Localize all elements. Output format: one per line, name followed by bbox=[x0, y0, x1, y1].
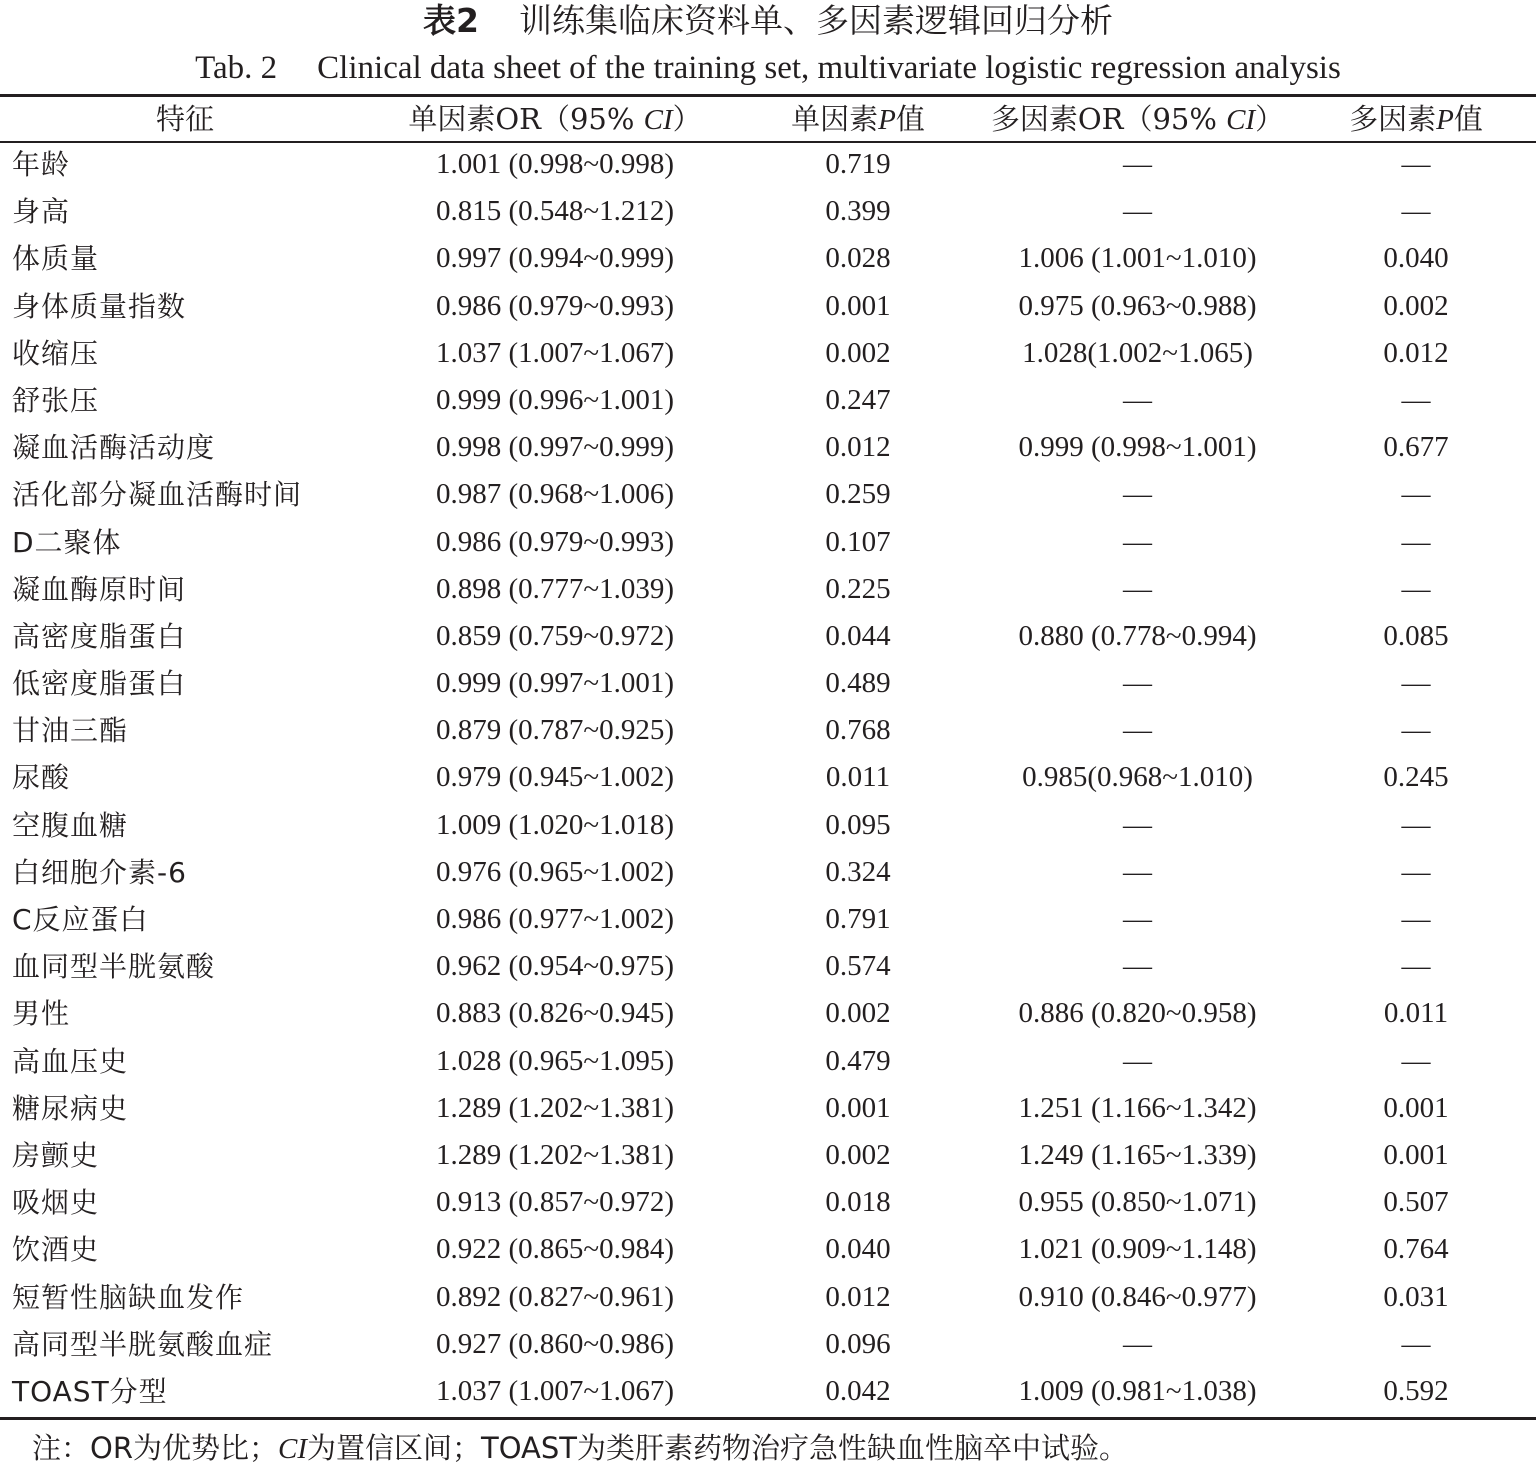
feature-cell: 高密度脂蛋白 bbox=[12, 619, 187, 653]
univariate-or-cell: 0.987 (0.968~1.006) bbox=[435, 478, 674, 511]
table-row bbox=[0, 1321, 1536, 1368]
table-row bbox=[0, 707, 1536, 754]
univariate-or-cell: 0.892 (0.827~0.961) bbox=[435, 1280, 674, 1313]
feature-cell: 身体质量指数 bbox=[12, 289, 187, 323]
multivariate-or-cell: 1.028(1.002~1.065) bbox=[1022, 336, 1253, 369]
table-row bbox=[0, 802, 1536, 849]
multivariate-p-cell: — bbox=[1401, 1327, 1431, 1360]
multivariate-or-cell: — bbox=[1123, 667, 1152, 700]
feature-cell: D二聚体 bbox=[12, 525, 122, 559]
univariate-p-cell: 0.107 bbox=[825, 525, 891, 558]
univariate-or-cell: 0.859 (0.759~0.972) bbox=[435, 619, 674, 652]
univariate-p-cell: 0.247 bbox=[825, 383, 891, 416]
univariate-p-cell: 0.225 bbox=[825, 572, 891, 605]
multivariate-p-cell: — bbox=[1401, 478, 1431, 511]
header-univariate-or: 单因素OR（95% CI） bbox=[408, 102, 702, 136]
univariate-or-cell: 1.289 (1.202~1.381) bbox=[435, 1138, 674, 1171]
table-row bbox=[0, 1274, 1536, 1321]
univariate-p-cell: 0.018 bbox=[825, 1186, 891, 1219]
feature-cell: 收缩压 bbox=[12, 336, 100, 370]
univariate-p-cell: 0.001 bbox=[825, 1091, 891, 1124]
multivariate-or-cell: 0.955 (0.850~1.071) bbox=[1018, 1186, 1257, 1219]
feature-cell: 高血压史 bbox=[12, 1044, 129, 1078]
multivariate-p-cell: — bbox=[1401, 950, 1431, 983]
univariate-or-cell: 0.986 (0.979~0.993) bbox=[435, 525, 674, 558]
multivariate-or-cell: 1.251 (1.166~1.342) bbox=[1018, 1091, 1257, 1124]
feature-cell: 甘油三酯 bbox=[12, 714, 129, 748]
univariate-p-cell: 0.095 bbox=[825, 808, 891, 841]
table-row bbox=[0, 660, 1536, 707]
table-row bbox=[0, 754, 1536, 801]
feature-cell: 尿酸 bbox=[12, 761, 71, 795]
univariate-p-cell: 0.012 bbox=[825, 1280, 891, 1313]
multivariate-or-cell: 1.249 (1.165~1.339) bbox=[1018, 1138, 1257, 1171]
table-number-en: Tab. 2 bbox=[195, 50, 278, 86]
univariate-or-cell: 0.879 (0.787~0.925) bbox=[435, 714, 674, 747]
univariate-or-cell: 0.986 (0.977~1.002) bbox=[435, 903, 674, 935]
multivariate-or-cell: — bbox=[1123, 195, 1152, 228]
multivariate-p-cell: 0.001 bbox=[1383, 1138, 1449, 1171]
univariate-or-cell: 0.927 (0.860~0.986) bbox=[435, 1327, 674, 1360]
multivariate-p-cell: 0.507 bbox=[1383, 1186, 1449, 1219]
multivariate-p-cell: — bbox=[1401, 808, 1431, 841]
univariate-p-cell: 0.028 bbox=[825, 242, 891, 275]
univariate-or-cell: 0.998 (0.997~0.999) bbox=[435, 431, 674, 464]
univariate-or-cell: 1.028 (0.965~1.095) bbox=[435, 1044, 674, 1077]
multivariate-or-cell: 0.910 (0.846~0.977) bbox=[1018, 1280, 1257, 1313]
univariate-p-cell: 0.791 bbox=[825, 903, 891, 935]
multivariate-p-cell: — bbox=[1401, 667, 1431, 700]
table-row bbox=[0, 188, 1536, 235]
univariate-or-cell: 0.913 (0.857~0.972) bbox=[435, 1186, 674, 1219]
multivariate-p-cell: — bbox=[1401, 714, 1431, 747]
table-caption-en: Clinical data sheet of the training set, multivariate logistic regression analysis bbox=[317, 50, 1341, 86]
univariate-p-cell: 0.324 bbox=[825, 855, 891, 888]
header-multivariate-or: 多因素OR（95% CI） bbox=[990, 102, 1285, 136]
header-univariate-p: 单因素P值 bbox=[791, 102, 925, 136]
table-row bbox=[0, 1132, 1536, 1179]
univariate-p-cell: 0.719 bbox=[825, 148, 891, 180]
feature-cell: 体质量 bbox=[12, 242, 100, 276]
multivariate-p-cell: — bbox=[1401, 383, 1431, 416]
multivariate-p-cell: — bbox=[1401, 148, 1431, 180]
univariate-or-cell: 0.883 (0.826~0.945) bbox=[435, 997, 674, 1030]
feature-cell: 活化部分凝血活酶时间 bbox=[12, 478, 303, 512]
feature-cell: 短暂性脑缺血发作 bbox=[12, 1280, 245, 1314]
multivariate-or-cell: — bbox=[1123, 714, 1152, 747]
header-multivariate-p: 多因素P值 bbox=[1349, 102, 1483, 136]
feature-cell: C反应蛋白 bbox=[12, 903, 149, 936]
multivariate-or-cell: 0.975 (0.963~0.988) bbox=[1018, 289, 1257, 322]
univariate-p-cell: 0.011 bbox=[825, 761, 891, 794]
univariate-p-cell: 0.012 bbox=[825, 431, 891, 464]
feature-cell: 身高 bbox=[12, 195, 71, 229]
table-row bbox=[0, 471, 1536, 518]
table-row bbox=[0, 1368, 1536, 1415]
feature-cell: TOAST分型 bbox=[12, 1374, 168, 1408]
multivariate-p-cell: 0.245 bbox=[1383, 761, 1449, 794]
univariate-or-cell: 0.997 (0.994~0.999) bbox=[435, 242, 674, 275]
univariate-or-cell: 0.979 (0.945~1.002) bbox=[435, 761, 674, 794]
bottom-rule bbox=[0, 1417, 1536, 1420]
multivariate-or-cell: 0.880 (0.778~0.994) bbox=[1018, 619, 1257, 652]
feature-cell: 房颤史 bbox=[12, 1138, 100, 1172]
univariate-or-cell: 0.898 (0.777~1.039) bbox=[435, 572, 674, 605]
table-row bbox=[0, 943, 1536, 990]
multivariate-p-cell: 0.012 bbox=[1383, 336, 1449, 369]
multivariate-p-cell: 0.764 bbox=[1383, 1233, 1449, 1266]
multivariate-p-cell: 0.002 bbox=[1383, 289, 1449, 322]
multivariate-p-cell: 0.677 bbox=[1383, 431, 1449, 464]
feature-cell: 空腹血糖 bbox=[12, 808, 129, 842]
univariate-or-cell: 1.001 (0.998~0.998) bbox=[435, 148, 674, 180]
multivariate-or-cell: — bbox=[1123, 1327, 1152, 1360]
univariate-p-cell: 0.001 bbox=[825, 289, 891, 322]
table-row bbox=[0, 141, 1536, 188]
table-footnote: 注：OR为优势比；CI为置信区间；TOAST为类肝素药物治疗急性缺血性脑卒中试验。 bbox=[32, 1431, 1128, 1465]
table-row bbox=[0, 330, 1536, 377]
multivariate-p-cell: 0.040 bbox=[1383, 242, 1449, 275]
feature-cell: 高同型半胱氨酸血症 bbox=[12, 1327, 274, 1361]
table-row bbox=[0, 613, 1536, 660]
multivariate-p-cell: — bbox=[1401, 525, 1431, 558]
univariate-p-cell: 0.044 bbox=[825, 619, 891, 652]
univariate-or-cell: 0.815 (0.548~1.212) bbox=[435, 195, 674, 228]
table-row bbox=[0, 896, 1536, 943]
univariate-p-cell: 0.489 bbox=[825, 667, 891, 700]
univariate-p-cell: 0.399 bbox=[825, 195, 891, 228]
multivariate-or-cell: — bbox=[1123, 903, 1152, 935]
feature-cell: 糖尿病史 bbox=[12, 1091, 129, 1125]
univariate-or-cell: 0.999 (0.997~1.001) bbox=[435, 667, 674, 700]
feature-cell: 低密度脂蛋白 bbox=[12, 667, 187, 701]
table-caption-cn: 训练集临床资料单、多因素逻辑回归分析 bbox=[518, 1, 1113, 40]
table-number-cn: 表2 bbox=[423, 1, 479, 40]
univariate-p-cell: 0.768 bbox=[825, 714, 891, 747]
multivariate-p-cell: 0.031 bbox=[1383, 1280, 1449, 1313]
feature-cell: 饮酒史 bbox=[12, 1233, 100, 1267]
multivariate-or-cell: — bbox=[1123, 148, 1152, 180]
multivariate-p-cell: — bbox=[1401, 855, 1431, 888]
table-row bbox=[0, 235, 1536, 282]
multivariate-p-cell: 0.001 bbox=[1383, 1091, 1449, 1124]
univariate-or-cell: 0.999 (0.996~1.001) bbox=[435, 383, 674, 416]
feature-cell: 血同型半胱氨酸 bbox=[12, 950, 216, 984]
multivariate-or-cell: — bbox=[1123, 950, 1152, 983]
multivariate-or-cell: — bbox=[1123, 478, 1152, 511]
multivariate-or-cell: — bbox=[1123, 572, 1152, 605]
multivariate-p-cell: — bbox=[1401, 572, 1431, 605]
univariate-or-cell: 0.986 (0.979~0.993) bbox=[435, 289, 674, 322]
header-feature: 特征 bbox=[155, 102, 214, 136]
feature-cell: 凝血酶原时间 bbox=[12, 572, 187, 606]
multivariate-p-cell: 0.011 bbox=[1383, 997, 1449, 1030]
multivariate-or-cell: 0.999 (0.998~1.001) bbox=[1018, 431, 1257, 464]
multivariate-or-cell: — bbox=[1123, 525, 1152, 558]
multivariate-p-cell: — bbox=[1401, 903, 1431, 935]
table-row bbox=[0, 566, 1536, 613]
univariate-or-cell: 1.037 (1.007~1.067) bbox=[435, 1374, 674, 1407]
table-row bbox=[0, 424, 1536, 471]
multivariate-p-cell: — bbox=[1401, 1044, 1431, 1077]
table-row bbox=[0, 519, 1536, 566]
univariate-p-cell: 0.096 bbox=[825, 1327, 891, 1360]
univariate-p-cell: 0.002 bbox=[825, 997, 891, 1030]
multivariate-or-cell: — bbox=[1123, 855, 1152, 888]
feature-cell: 年龄 bbox=[12, 148, 71, 181]
multivariate-p-cell: 0.592 bbox=[1383, 1374, 1449, 1407]
feature-cell: 吸烟史 bbox=[12, 1186, 100, 1220]
univariate-or-cell: 1.009 (1.020~1.018) bbox=[435, 808, 674, 841]
feature-cell: 男性 bbox=[12, 997, 71, 1031]
multivariate-p-cell: 0.085 bbox=[1383, 619, 1449, 652]
univariate-or-cell: 1.289 (1.202~1.381) bbox=[435, 1091, 674, 1124]
multivariate-or-cell: 1.006 (1.001~1.010) bbox=[1018, 242, 1257, 275]
table-row bbox=[0, 377, 1536, 424]
feature-cell: 舒张压 bbox=[12, 383, 100, 417]
univariate-p-cell: 0.259 bbox=[825, 478, 891, 511]
univariate-p-cell: 0.479 bbox=[825, 1044, 891, 1077]
multivariate-p-cell: — bbox=[1401, 195, 1431, 228]
table-title-en bbox=[0, 46, 1536, 90]
table-row bbox=[0, 849, 1536, 896]
table-row bbox=[0, 990, 1536, 1037]
table-body bbox=[0, 141, 1536, 1415]
univariate-p-cell: 0.042 bbox=[825, 1374, 891, 1407]
table-row bbox=[0, 1179, 1536, 1226]
univariate-or-cell: 0.962 (0.954~0.975) bbox=[435, 950, 674, 983]
table-row bbox=[0, 1038, 1536, 1085]
table-title-cn bbox=[0, 0, 1536, 42]
table-row bbox=[0, 1226, 1536, 1273]
feature-cell: 白细胞介素-6 bbox=[12, 855, 187, 889]
table-row bbox=[0, 283, 1536, 330]
univariate-p-cell: 0.002 bbox=[825, 1138, 891, 1171]
table-row bbox=[0, 1085, 1536, 1132]
univariate-or-cell: 1.037 (1.007~1.067) bbox=[435, 336, 674, 369]
multivariate-or-cell: 1.021 (0.909~1.148) bbox=[1018, 1233, 1257, 1266]
multivariate-or-cell: — bbox=[1123, 1044, 1152, 1077]
univariate-or-cell: 0.976 (0.965~1.002) bbox=[435, 855, 674, 888]
univariate-p-cell: 0.002 bbox=[825, 336, 891, 369]
multivariate-or-cell: 1.009 (0.981~1.038) bbox=[1018, 1374, 1257, 1407]
multivariate-or-cell: — bbox=[1123, 808, 1152, 841]
univariate-p-cell: 0.040 bbox=[825, 1233, 891, 1266]
multivariate-or-cell: — bbox=[1123, 383, 1152, 416]
feature-cell: 凝血活酶活动度 bbox=[12, 431, 216, 465]
univariate-or-cell: 0.922 (0.865~0.984) bbox=[435, 1233, 674, 1266]
univariate-p-cell: 0.574 bbox=[825, 950, 891, 983]
multivariate-or-cell: 0.985(0.968~1.010) bbox=[1022, 761, 1253, 794]
multivariate-or-cell: 0.886 (0.820~0.958) bbox=[1018, 997, 1257, 1030]
